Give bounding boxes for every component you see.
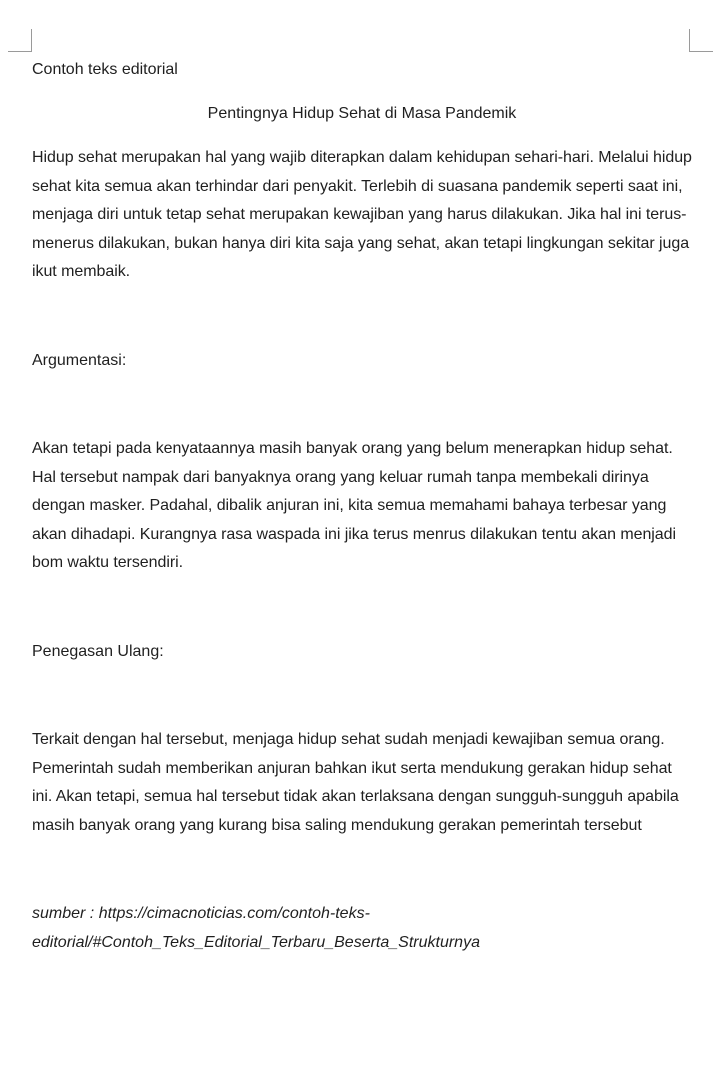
section-heading-text: Penegasan Ulang: [32,642,164,660]
source-citation [32,900,692,957]
argumentasi-paragraph: Akan tetapi pada kenyataannya masih banyak orang yang belum menerapkan hidup sehat. Hal tersebut nampak dari banyaknya orang yang keluar rumah tanpa membekali dirinya dengan masker. Padahal, dibalik anjuran ini, kita semua memahami bahaya terbesar yang akan dihadapi. Kurangnya rasa waspada ini jika terus menrus dilakukan tentu akan menjadi bom waktu tersendiri. [32,440,676,571]
source-citation-line-1: sumber : https://cimacnoticias.com/contoh-teks- [32,905,370,922]
page-margin-corner-top-right [689,29,713,52]
source-citation-line-2: editorial/#Contoh_Teks_Editorial_Terbaru_Beserta_Strukturnya [32,933,480,951]
document-body [32,56,692,957]
page-margin-corner-top-left [8,29,32,52]
section-heading-colon: : [121,351,127,369]
section-heading-text: Argumentasi [32,351,122,369]
penegasan-ulang-paragraph: Terkait dengan hal tersebut, menjaga hidup sehat sudah menjadi kewajiban semua orang. Pemerintah sudah memberikan anjuran bahkan ikut serta mendukung gerakan hidup sehat ini. Akan tetapi, semua hal tersebut tidak akan terlaksana dengan sungguh-sungguh apabila masih banyak orang yang kurang bisa saling mendukung gerakan pemerintah tersebut [32,731,679,834]
document-title: Contoh teks editorial [32,61,178,78]
section-heading-argumentasi [32,347,692,376]
section-heading-penegasan-ulang [32,638,692,667]
intro-paragraph: Hidup sehat merupakan hal yang wajib diterapkan dalam kehidupan sehari-hari. Melalui hidup sehat kita semua akan terhindar dari penyakit. Terlebih di suasana pandemik seperti saat ini, menjaga diri untuk tetap sehat merupakan kewajiban yang harus dilakukan. Jika hal ini terus-menerus dilakukan, bukan hanya diri kita saja yang sehat, akan tetapi lingkungan sekitar juga ikut membaik. [32,149,692,280]
editorial-headline: Pentingnya Hidup Sehat di Masa Pandemik [207,104,517,122]
